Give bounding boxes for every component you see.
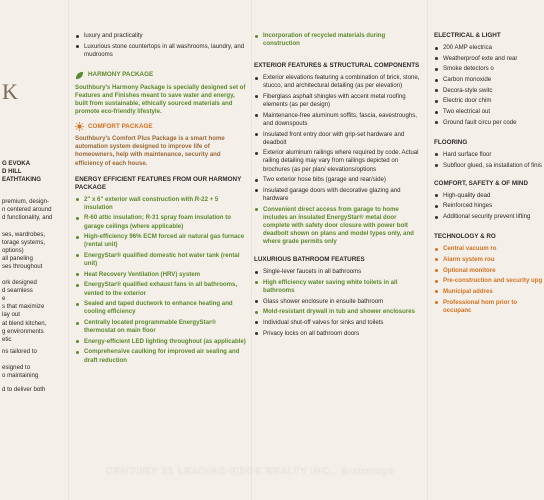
- list-item: Hard surface floor: [434, 151, 544, 159]
- list-item: Fiberglass asphalt shingles with accent metal roofing elements (as per design): [254, 93, 420, 109]
- bathroom-heading: LUXURIOUS BATHROOM FEATURES: [254, 256, 365, 264]
- list-item: R-60 attic insulation; R-31 spray foam insulation to garage ceilings (where applicable): [75, 214, 247, 230]
- brand-letter: K: [2, 79, 18, 104]
- comfort-title: COMFORT PACKAGE: [88, 122, 153, 130]
- list-item: Pre-construction and security upg: [434, 277, 544, 285]
- comfort-safety-list: [434, 192, 544, 221]
- left-line: at blend kitchen,: [2, 319, 47, 327]
- list-item: Professional hom prior to occupanc: [434, 299, 544, 315]
- list-item: Municipal addres: [434, 288, 544, 296]
- list-item: Heat Recovery Ventilation (HRV) system: [75, 271, 247, 279]
- left-line: s that maximize: [2, 303, 45, 311]
- list-item: 200 AMP electrica: [434, 44, 544, 52]
- technology-list: [434, 245, 544, 315]
- left-line: etic: [2, 335, 12, 343]
- left-line: g environments: [2, 327, 44, 335]
- list-item: Decora-style switc: [434, 87, 544, 95]
- comfort-heading: [75, 122, 247, 131]
- list-item: Centrally located programmable EnergyStar® thermostat on main floor: [75, 319, 247, 335]
- list-item: Carbon monoxide: [434, 76, 544, 84]
- list-item: Two electrical out: [434, 108, 544, 116]
- list-item: EnergyStar® qualified domestic hot water tank (rental unit): [75, 252, 247, 268]
- list-item: Maintenance-free aluminum soffits, fascia, eavestroughs, and downspouts: [254, 112, 420, 128]
- list-item: Central vacuum ro: [434, 245, 544, 253]
- left-line: d functionality, and: [2, 214, 53, 222]
- left-line: o maintaining: [2, 371, 39, 379]
- left-line: lay out: [2, 311, 20, 319]
- harmony-heading: [75, 71, 247, 80]
- flooring-list: [434, 151, 544, 170]
- list-item: High-efficiency 96% ECM forced air natural gas furnace (rental unit): [75, 233, 247, 249]
- exterior-list: [254, 74, 420, 246]
- list-item: High efficiency water saving white toilets in all bathrooms: [254, 279, 420, 295]
- list-item: Privacy locks on all bathroom doors: [254, 330, 420, 338]
- list-item: Ground fault circu per code: [434, 119, 544, 127]
- left-column: [0, 0, 66, 500]
- column-electrical: [434, 32, 543, 500]
- list-item: Electric door chim: [434, 97, 544, 105]
- exterior-heading: EXTERIOR FEATURES & STRUCTURAL COMPONENTS: [254, 62, 420, 70]
- list-item: Exterior elevations featuring a combination of brick, stone, stucco, and architectural detailing (as per elevation): [254, 74, 420, 90]
- list-item: luxury and practicality: [75, 32, 247, 40]
- flooring-heading: FLOORING: [434, 138, 468, 146]
- list-item: Weatherproof exte and rear: [434, 55, 544, 63]
- list-item: Subfloor glued, sa installation of finis: [434, 162, 544, 170]
- list-item: Individual shut-off valves for sinks and toilets: [254, 319, 420, 327]
- list-item: Insulated front entry door with grip-set hardware and deadbolt: [254, 131, 420, 147]
- list-item: High-quality dead: [434, 192, 544, 200]
- list-item: Two exterior hose bibs (garage and rear/side): [254, 176, 420, 184]
- left-line: e: [2, 295, 6, 303]
- list-item: Convenient direct access from garage to home includes an insulated EnergyStar® metal door complete with safety door closure with power bolt deadbolt shown on plans and model types only, and where grade permits only: [254, 206, 420, 246]
- bathroom-list: [254, 268, 420, 338]
- list-item: Smoke detectors o: [434, 65, 544, 73]
- list-item: Luxurious stone countertops in all washrooms, laundry, and mudrooms: [75, 43, 247, 59]
- column-packages: [75, 32, 247, 500]
- list-item: Exterior aluminum railings where required by code. Actual railing detailing may vary from railings depicted on brochures (as per plan/ elevations/options: [254, 149, 420, 173]
- comfort-text: Southbury's Comfort Plus Package is a smart home automation system designed to improve life of homeowners, help with maintenance, security and efficiency of each house.: [75, 135, 225, 167]
- left-line: ses throughout: [2, 262, 43, 270]
- list-item: Single-lever faucets in all bathrooms: [254, 268, 420, 276]
- left-line: EATHTAKING: [2, 176, 42, 184]
- left-line: d seamless: [2, 287, 33, 295]
- list-item: Sealed and taped ductwork to enhance heating and cooling efficiency: [75, 300, 247, 316]
- harmony-title: HARMONY PACKAGE: [88, 71, 154, 79]
- list-item: Glass shower enclosure in ensuite bathroom: [254, 298, 420, 306]
- harmony-text: Southbury's Harmony Package is specially designed set of Features and Finishes meant to save water and energy, built from sustainable, ethically sourced materials and promote eco-friendly lifestyle.: [75, 83, 246, 116]
- left-line: all paneling: [2, 254, 33, 262]
- list-item: EnergyStar® qualified exhaust fans in all bathrooms, vented to the exterior: [75, 281, 247, 297]
- column-exterior: [254, 32, 420, 500]
- left-line: G EVOKA: [2, 160, 31, 167]
- left-line: ork designed: [2, 279, 37, 287]
- technology-heading: TECHNOLOGY & RO: [434, 233, 496, 241]
- leaf-icon: [75, 71, 84, 80]
- electrical-heading: ELECTRICAL & LIGHT: [434, 32, 501, 39]
- left-line: D HILL: [2, 168, 22, 176]
- left-line: n centered around: [2, 206, 52, 214]
- energy-list: [75, 196, 247, 365]
- list-item: 2" x 6" exterior wall construction with R-22 + 5 insulation: [75, 196, 247, 212]
- brokerage-watermark: CENTURY 21 LEADING-EDGE REALTY INC., Brokerage: [105, 466, 395, 477]
- list-item: Energy-efficient LED lighting throughout (as applicable): [75, 338, 247, 346]
- left-line: d to deliver both: [2, 386, 46, 394]
- left-line: esigned to: [2, 363, 31, 371]
- left-lines: [2, 160, 66, 394]
- list-item: Insulated garage doors with decorative glazing and hardware: [254, 187, 420, 203]
- sun-icon: [75, 122, 84, 131]
- electrical-list: [434, 44, 544, 127]
- list-item: Comprehensive caulking for improved air sealing and draft reduction: [75, 348, 247, 364]
- left-line: options): [2, 246, 24, 254]
- top-list: [254, 32, 420, 48]
- left-line: ses, wardrobes,: [2, 230, 46, 238]
- left-line: ns tailored to: [2, 347, 37, 355]
- left-line: premium, design-: [2, 198, 50, 206]
- energy-heading: ENERGY EFFICIENT FEATURES FROM OUR HARMONY PACKAGE: [75, 175, 242, 191]
- list-item: Additional security prevent lifting: [434, 213, 544, 221]
- left-line: torage systems,: [2, 238, 46, 246]
- list-item: Incorporation of recycled materials during construction: [254, 32, 420, 48]
- list-item: Optional monitore: [434, 267, 544, 275]
- list-item: Mold-resistant drywall in tub and shower enclosures: [254, 308, 420, 316]
- comfort-safety-heading: COMFORT, SAFETY & OF MIND: [434, 179, 528, 187]
- top-list: [75, 32, 247, 59]
- list-item: Alarm system rou: [434, 256, 544, 264]
- list-item: Reinforced hinges: [434, 202, 544, 210]
